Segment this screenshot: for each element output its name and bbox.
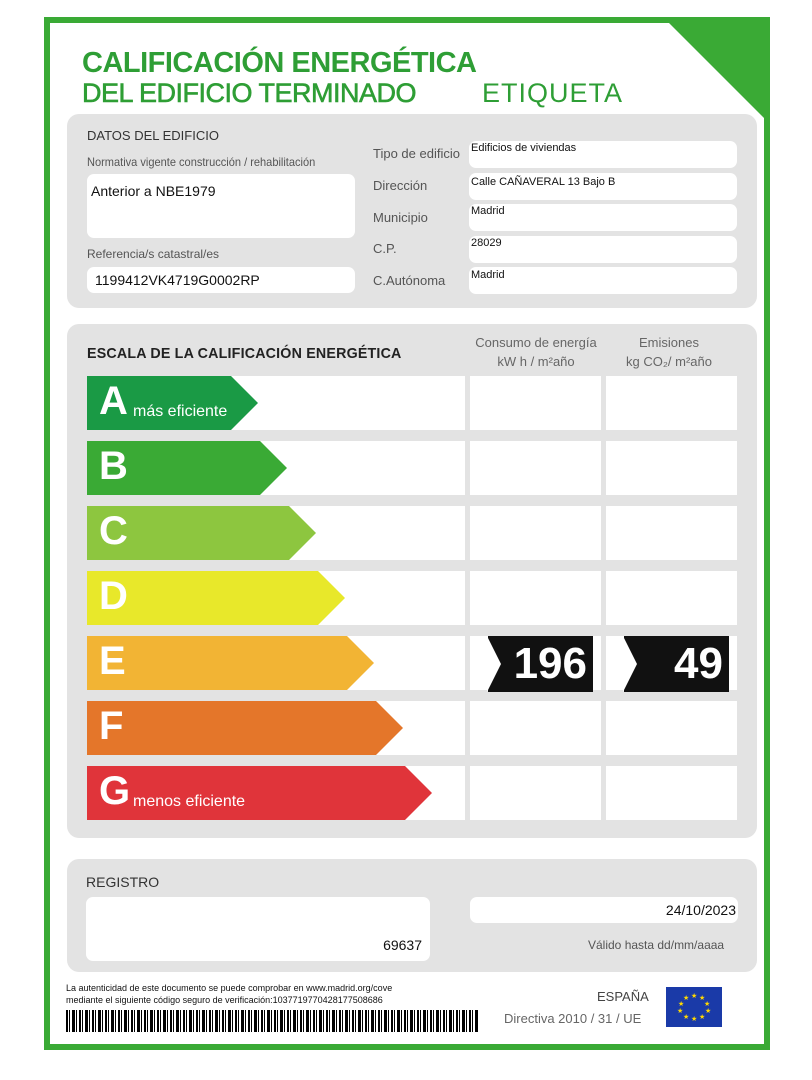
grade-letter: B	[99, 444, 128, 488]
grade-bar-f	[87, 701, 403, 755]
grade-bar-e	[87, 636, 374, 690]
grade-letter: F	[99, 704, 124, 748]
title-line-2: DEL EDIFICIO TERMINADO	[82, 78, 417, 108]
field-label: Dirección	[373, 178, 428, 193]
etiqueta-label: ETIQUETA	[482, 78, 624, 108]
consumo-value-badge: 196	[488, 636, 593, 692]
field-box	[469, 141, 737, 168]
energy-scale-panel	[67, 324, 757, 838]
comunidad-value: Madrid	[471, 269, 505, 281]
emisiones-header	[604, 333, 734, 371]
field-label: C.P.	[373, 241, 397, 256]
emisiones-header-line2: kg CO₂/ m²año	[626, 354, 712, 369]
normativa-box	[87, 174, 355, 238]
grade-letter: D	[99, 574, 128, 618]
emisiones-header-line1: Emisiones	[639, 335, 699, 350]
grade-bar-arrow	[260, 441, 287, 495]
consumo-cell	[470, 701, 601, 755]
grade-bar-d	[87, 571, 345, 625]
grade-letter: G	[99, 769, 131, 813]
registro-number-box	[86, 897, 430, 961]
grade-bar-arrow	[376, 701, 403, 755]
grade-bar-arrow	[231, 376, 258, 430]
emisiones-value-badge: 49	[624, 636, 729, 692]
grade-bar-g	[87, 766, 432, 820]
scale-title: ESCALA DE LA CALIFICACIÓN ENERGÉTICA	[87, 345, 402, 362]
municipio-value: Madrid	[471, 205, 505, 217]
registro-date: 24/10/2023	[665, 902, 736, 918]
label-body	[50, 23, 764, 1044]
eu-flag-icon: ★ ★ ★ ★ ★ ★ ★ ★ ★ ★	[666, 987, 722, 1027]
corner-fold	[669, 23, 764, 118]
normativa-label: Normativa vigente construcción / rehabilitación	[87, 155, 316, 169]
grade-bar-c	[87, 506, 316, 560]
consumo-header-line1: Consumo de energía	[475, 335, 597, 350]
barcode	[66, 1010, 478, 1032]
emisiones-cell	[606, 766, 737, 820]
title-line-1: CALIFICACIÓN ENERGÉTICA	[82, 47, 477, 79]
referencia-label: Referencia/s catastral/es	[87, 247, 220, 261]
field-label: Municipio	[373, 210, 428, 225]
grade-subtitle: menos eficiente	[133, 793, 246, 810]
emisiones-cell	[606, 506, 737, 560]
consumo-header	[470, 333, 602, 371]
consumo-header-line2: kW h / m²año	[497, 354, 575, 369]
emisiones-cell	[606, 376, 737, 430]
consumo-cell	[470, 376, 601, 430]
grade-subtitle: más eficiente	[133, 403, 228, 420]
grade-bar-arrow	[318, 571, 345, 625]
grade-bar-arrow	[405, 766, 432, 820]
grade-letter: C	[99, 509, 128, 553]
field-box	[469, 173, 737, 200]
registro-panel	[67, 859, 757, 972]
registro-date-box	[470, 897, 738, 923]
grade-bar-b	[87, 441, 287, 495]
verification-text-2: mediante el siguiente código seguro de verificación:1037719770428177508686	[66, 995, 383, 1005]
building-section-title: DATOS DEL EDIFICIO	[87, 128, 219, 143]
consumo-cell	[470, 506, 601, 560]
consumo-cell	[470, 441, 601, 495]
registro-number: 69637	[383, 937, 422, 953]
referencia-box	[87, 267, 355, 293]
field-box	[469, 204, 737, 231]
label-frame	[44, 17, 770, 1050]
directive-label: Directiva 2010 / 31 / UE	[504, 1011, 642, 1026]
consumo-cell	[470, 766, 601, 820]
building-data-panel	[67, 114, 757, 308]
referencia-value: 1199412VK4719G0002RP	[95, 272, 260, 288]
consumo-cell	[470, 571, 601, 625]
cp-value: 28029	[471, 237, 502, 249]
grade-bar-a	[87, 376, 258, 430]
registro-valid-label: Válido hasta dd/mm/aaaa	[588, 938, 725, 952]
grade-bar-arrow	[289, 506, 316, 560]
verification-text-1: La autenticidad de este documento se puede comprobar en www.madrid.org/cove	[66, 983, 393, 993]
tipo-edificio-value: Edificios de viviendas	[471, 142, 577, 154]
normativa-value: Anterior a NBE1979	[91, 183, 216, 199]
country-label: ESPAÑA	[597, 989, 649, 1004]
grade-bar-body	[87, 636, 347, 690]
grade-bar-body	[87, 701, 376, 755]
grade-letter: A	[99, 379, 128, 423]
emisiones-cell	[606, 571, 737, 625]
field-box	[469, 236, 737, 263]
emisiones-cell	[606, 441, 737, 495]
grade-bar-arrow	[347, 636, 374, 690]
direccion-value: Calle CAÑAVERAL 13 Bajo B	[471, 176, 616, 188]
emisiones-cell	[606, 701, 737, 755]
field-label: C.Autónoma	[373, 273, 446, 288]
field-box	[469, 267, 737, 294]
registro-title: REGISTRO	[86, 874, 160, 890]
field-label: Tipo de edificio	[373, 146, 460, 161]
grade-letter: E	[99, 639, 126, 683]
